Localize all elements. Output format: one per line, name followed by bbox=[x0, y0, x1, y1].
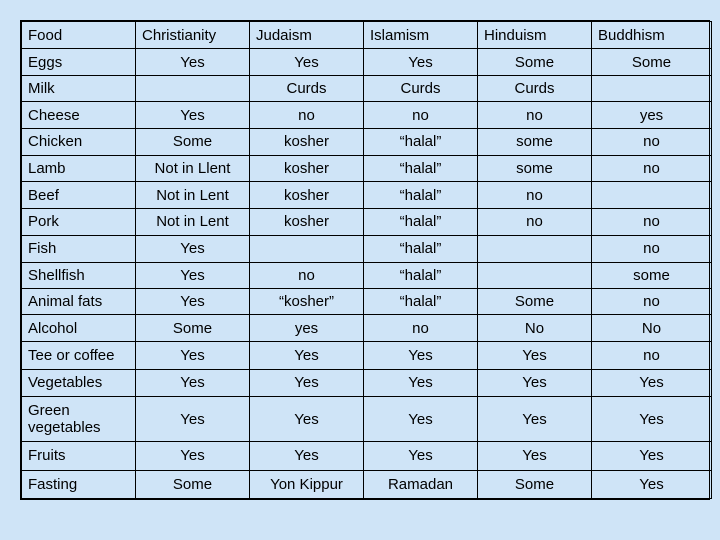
table-row bbox=[22, 155, 712, 181]
value-cell bbox=[250, 235, 364, 262]
value-cell: Yes bbox=[136, 289, 250, 315]
value-cell: Yes bbox=[136, 342, 250, 369]
value-cell: yes bbox=[250, 315, 364, 342]
value-cell: “kosher” bbox=[250, 289, 364, 315]
value-cell: No bbox=[478, 315, 592, 342]
value-cell: “halal” bbox=[364, 182, 478, 209]
table-body bbox=[22, 49, 712, 499]
value-cell bbox=[478, 235, 592, 262]
value-cell: Some bbox=[136, 315, 250, 342]
table-row bbox=[22, 76, 712, 102]
value-cell: Yes bbox=[592, 396, 712, 441]
value-cell: Yes bbox=[250, 442, 364, 470]
header-buddhism: Buddhism bbox=[592, 22, 712, 49]
value-cell: Yes bbox=[136, 49, 250, 76]
value-cell: no bbox=[592, 235, 712, 262]
food-name-cell: Pork bbox=[22, 209, 136, 235]
value-cell: “halal” bbox=[364, 155, 478, 181]
table-row bbox=[22, 262, 712, 288]
value-cell bbox=[136, 76, 250, 102]
value-cell: “halal” bbox=[364, 289, 478, 315]
value-cell: Yes bbox=[478, 369, 592, 396]
value-cell: no bbox=[250, 262, 364, 288]
table-row bbox=[22, 470, 712, 498]
value-cell: no bbox=[592, 209, 712, 235]
value-cell: Curds bbox=[364, 76, 478, 102]
value-cell: Yes bbox=[136, 396, 250, 441]
value-cell: Yes bbox=[592, 470, 712, 498]
food-name-cell: Green vegetables bbox=[22, 396, 136, 441]
value-cell: Ramadan bbox=[364, 470, 478, 498]
value-cell: Yes bbox=[364, 342, 478, 369]
value-cell: “halal” bbox=[364, 209, 478, 235]
food-name-cell: Fasting bbox=[22, 470, 136, 498]
value-cell: Yes bbox=[364, 442, 478, 470]
value-cell: Yes bbox=[364, 49, 478, 76]
value-cell: Curds bbox=[250, 76, 364, 102]
table-row bbox=[22, 369, 712, 396]
value-cell: Some bbox=[592, 49, 712, 76]
value-cell: Not in Llent bbox=[136, 155, 250, 181]
food-name-cell: Milk bbox=[22, 76, 136, 102]
value-cell: “halal” bbox=[364, 128, 478, 155]
header-christianity: Christianity bbox=[136, 22, 250, 49]
value-cell: kosher bbox=[250, 128, 364, 155]
value-cell: Yes bbox=[592, 369, 712, 396]
value-cell: some bbox=[478, 128, 592, 155]
value-cell: kosher bbox=[250, 182, 364, 209]
food-name-cell: Cheese bbox=[22, 102, 136, 128]
table-row bbox=[22, 235, 712, 262]
value-cell: Yes bbox=[478, 342, 592, 369]
value-cell: Yes bbox=[250, 396, 364, 441]
value-cell: kosher bbox=[250, 155, 364, 181]
value-cell: “halal” bbox=[364, 235, 478, 262]
table-row bbox=[22, 128, 712, 155]
value-cell: Some bbox=[478, 49, 592, 76]
value-cell: Yes bbox=[136, 369, 250, 396]
value-cell: Yes bbox=[136, 102, 250, 128]
food-name-cell: Chicken bbox=[22, 128, 136, 155]
table-row bbox=[22, 182, 712, 209]
value-cell: no bbox=[592, 289, 712, 315]
value-cell: no bbox=[592, 128, 712, 155]
food-name-cell: Fruits bbox=[22, 442, 136, 470]
value-cell: Not in Lent bbox=[136, 209, 250, 235]
table-row bbox=[22, 209, 712, 235]
value-cell: “halal” bbox=[364, 262, 478, 288]
food-name-cell: Tee or coffee bbox=[22, 342, 136, 369]
value-cell: yes bbox=[592, 102, 712, 128]
value-cell: no bbox=[592, 155, 712, 181]
value-cell: Some bbox=[136, 128, 250, 155]
value-cell: Some bbox=[136, 470, 250, 498]
food-name-cell: Vegetables bbox=[22, 369, 136, 396]
value-cell: Yes bbox=[250, 369, 364, 396]
table-row bbox=[22, 315, 712, 342]
food-name-cell: Shellfish bbox=[22, 262, 136, 288]
value-cell: no bbox=[364, 102, 478, 128]
value-cell: Not in Lent bbox=[136, 182, 250, 209]
table-row bbox=[22, 442, 712, 470]
value-cell: no bbox=[250, 102, 364, 128]
value-cell: Curds bbox=[478, 76, 592, 102]
food-name-cell: Alcohol bbox=[22, 315, 136, 342]
value-cell: no bbox=[478, 209, 592, 235]
header-judaism: Judaism bbox=[250, 22, 364, 49]
food-religion-table bbox=[21, 21, 712, 499]
value-cell: Yes bbox=[136, 262, 250, 288]
value-cell: Yes bbox=[364, 396, 478, 441]
food-religion-table-container bbox=[20, 20, 710, 500]
value-cell: Yes bbox=[136, 235, 250, 262]
value-cell: Yes bbox=[364, 369, 478, 396]
value-cell: kosher bbox=[250, 209, 364, 235]
header-food: Food bbox=[22, 22, 136, 49]
table-row bbox=[22, 396, 712, 441]
table-row bbox=[22, 342, 712, 369]
food-name-cell: Fish bbox=[22, 235, 136, 262]
value-cell: Yes bbox=[136, 442, 250, 470]
value-cell: some bbox=[478, 155, 592, 181]
value-cell bbox=[592, 76, 712, 102]
value-cell bbox=[478, 262, 592, 288]
value-cell: Some bbox=[478, 470, 592, 498]
table-row bbox=[22, 49, 712, 76]
value-cell bbox=[592, 182, 712, 209]
table-row bbox=[22, 289, 712, 315]
value-cell: Yes bbox=[250, 49, 364, 76]
value-cell: no bbox=[478, 182, 592, 209]
value-cell: No bbox=[592, 315, 712, 342]
food-name-cell: Eggs bbox=[22, 49, 136, 76]
value-cell: some bbox=[592, 262, 712, 288]
value-cell: Yon Kippur bbox=[250, 470, 364, 498]
header-hinduism: Hinduism bbox=[478, 22, 592, 49]
value-cell: Yes bbox=[592, 442, 712, 470]
value-cell: Yes bbox=[478, 442, 592, 470]
value-cell: no bbox=[478, 102, 592, 128]
value-cell: Yes bbox=[250, 342, 364, 369]
header-row bbox=[22, 22, 712, 49]
food-name-cell: Lamb bbox=[22, 155, 136, 181]
value-cell: no bbox=[364, 315, 478, 342]
value-cell: no bbox=[592, 342, 712, 369]
value-cell: Yes bbox=[478, 396, 592, 441]
food-name-cell: Animal fats bbox=[22, 289, 136, 315]
food-name-cell: Beef bbox=[22, 182, 136, 209]
value-cell: Some bbox=[478, 289, 592, 315]
header-islamism: Islamism bbox=[364, 22, 478, 49]
table-row bbox=[22, 102, 712, 128]
